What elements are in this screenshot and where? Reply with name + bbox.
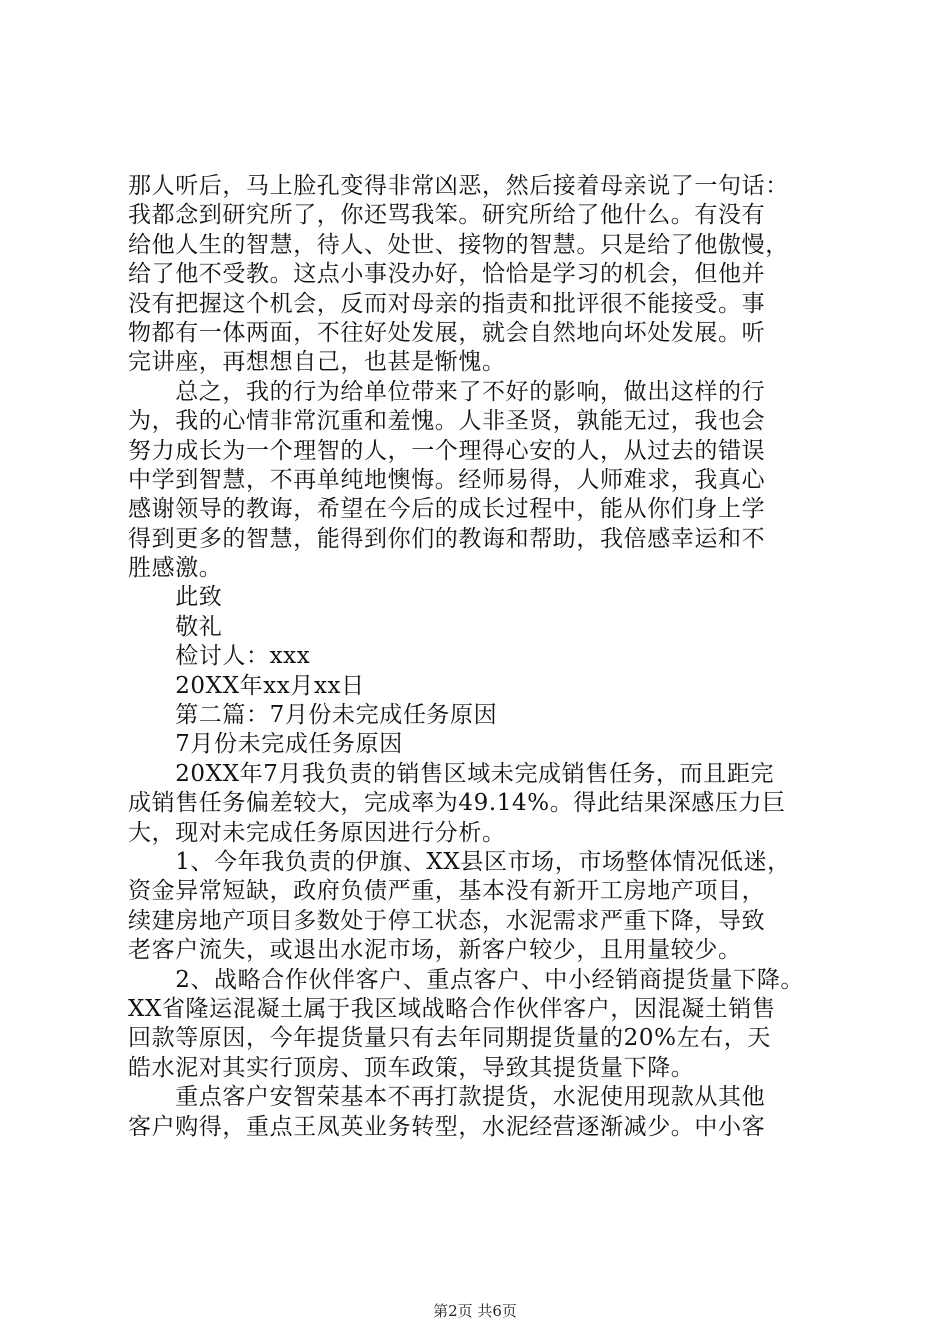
text-line: 成销售任务偏差较大，完成率为49.14%。得此结果深感压力巨 — [128, 790, 786, 817]
text-line: 老客户流失，或退出水泥市场，新客户较少，且用量较少。 — [128, 937, 742, 964]
text-line: 总之，我的行为给单位带来了不好的影响，做出这样的行 — [128, 378, 766, 405]
text-line: 给了他不受教。这点小事没办好，恰恰是学习的机会，但他并 — [128, 261, 766, 288]
text-line: 物都有一体两面，不往好处发展，就会自然地向坏处发展。听 — [128, 319, 766, 346]
text-line: 那人听后，马上脸孔变得非常凶恶，然后接着母亲说了一句话： — [128, 173, 789, 199]
text-line: 2、战略合作伙伴客户、重点客户、中小经销商提货量下降。 — [128, 966, 805, 993]
text-line: 敬礼 — [128, 613, 223, 640]
text-line: 1、今年我负责的伊旗、XX县区市场，市场整体情况低迷， — [128, 848, 791, 875]
text-line: 7月份未完成任务原因 — [128, 731, 403, 758]
text-line: 得到更多的智慧，能得到你们的教诲和帮助，我倍感幸运和不 — [128, 525, 766, 552]
text-line: 此致 — [128, 584, 223, 611]
text-line: XX省隆运混凝土属于我区域战略合作伙伴客户，因混凝土销售 — [128, 995, 776, 1022]
text-line: 20XX年7月我负责的销售区域未完成销售任务，而且距完 — [128, 760, 775, 787]
text-line: 客户购得，重点王凤英业务转型，水泥经营逐渐减少。中小客 — [128, 1113, 766, 1140]
text-line: 大，现对未完成任务原因进行分析。 — [128, 819, 506, 846]
text-line: 努力成长为一个理智的人，一个理得心安的人，从过去的错误 — [128, 437, 766, 464]
text-line: 没有把握这个机会，反而对母亲的指责和批评很不能接受。事 — [128, 290, 766, 317]
text-line: 感谢领导的教诲，希望在今后的成长过程中，能从你们身上学 — [128, 496, 766, 523]
text-line: 给他人生的智慧，待人、处世、接物的智慧。只是给了他傲慢， — [128, 231, 789, 258]
text-line: 续建房地产项目多数处于停工状态，水泥需求严重下降，导致 — [128, 907, 766, 934]
text-line: 20XX年xx月xx日 — [128, 672, 365, 699]
page-footer: 第2页 共6页 — [433, 1302, 517, 1320]
text-line: 我都念到研究所了，你还骂我笨。研究所给了他什么。有没有 — [128, 202, 766, 229]
text-line: 胜感激。 — [128, 555, 223, 582]
text-line: 中学到智慧，不再单纯地懊悔。经师易得，人师难求，我真心 — [128, 466, 766, 493]
text-line: 检讨人：xxx — [128, 643, 311, 670]
body-text — [128, 172, 838, 1142]
text-line: 重点客户安智荣基本不再打款提货，水泥使用现款从其他 — [128, 1084, 766, 1111]
text-line: 第二篇：7月份未完成任务原因 — [128, 702, 498, 729]
text-line: 完讲座，再想想自己，也甚是惭愧。 — [128, 349, 506, 376]
text-line: 回款等原因，今年提货量只有去年同期提货量的20%左右，天 — [128, 1025, 771, 1052]
text-line: 皓水泥对其实行顶房、顶车政策，导致其提货量下降。 — [128, 1054, 695, 1081]
text-line: 资金异常短缺，政府负债严重，基本没有新开工房地产项目， — [128, 878, 766, 905]
text-line: 为，我的心情非常沉重和羞愧。人非圣贤，孰能无过，我也会 — [128, 408, 766, 435]
